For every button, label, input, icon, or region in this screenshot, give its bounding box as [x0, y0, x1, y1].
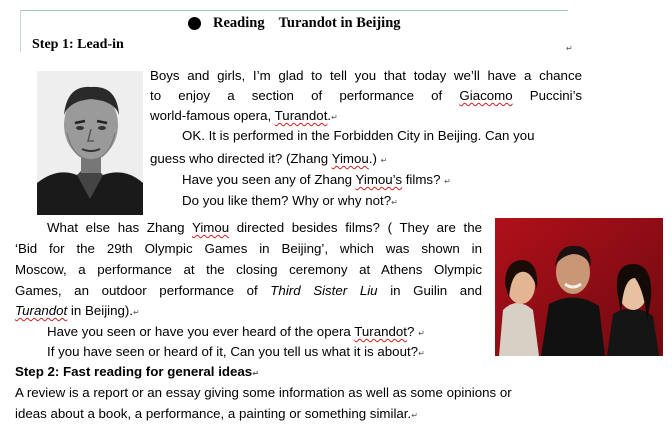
- spell-flagged-word: Yimou: [331, 151, 369, 166]
- paragraph-mark-icon: ↵: [566, 44, 573, 53]
- spell-flagged-word: Yimou’s: [355, 172, 403, 187]
- italic-title: Third Sister Liu: [270, 283, 378, 298]
- para3-line5: [15, 302, 140, 322]
- spell-flagged-word: Turandot: [15, 303, 68, 318]
- para3-line4: [15, 282, 482, 300]
- text-run: ideas about a book, a performance, a painting or something similar.: [15, 406, 412, 421]
- paragraph-mark-icon: ↵: [411, 411, 418, 420]
- text-run: Do you like them? Why or why not?: [182, 193, 392, 208]
- paragraph-mark-icon: ↵: [133, 308, 140, 317]
- text-run: films?: [402, 172, 441, 187]
- text-run: Have you seen or have you ever heard of the opera: [47, 324, 355, 339]
- para2-line4: [182, 192, 398, 212]
- margin-rule: [20, 10, 21, 52]
- cast-group-photo: [495, 218, 663, 356]
- director-portrait-photo: [37, 71, 143, 215]
- text-run: Step 2: Fast reading for general ideas: [15, 364, 253, 379]
- text-run: ?: [407, 324, 415, 339]
- para1-line2: [150, 87, 582, 105]
- paragraph-mark-icon: ↵: [252, 369, 259, 378]
- paragraph-mark-icon: ↵: [444, 177, 451, 186]
- text-run: to enjoy a section of performance of: [150, 88, 460, 103]
- para1-line3: [150, 107, 338, 127]
- text-run: directed besides films? ( They are the: [229, 220, 483, 235]
- step2-line2: [15, 405, 418, 425]
- page-title: [188, 14, 401, 32]
- spell-flagged-word: Turandot: [354, 324, 407, 339]
- bullet-icon: [188, 17, 201, 30]
- text-run: guess who directed it? (Zhang: [150, 151, 332, 166]
- paragraph-mark-icon: ↵: [331, 113, 338, 122]
- para2-line3: [182, 171, 451, 191]
- para1-line1: Boys and girls, I’m glad to tell you that today we’ll have a chance: [150, 68, 582, 83]
- para3-line3: Moscow, a performance at the closing ceremony at Athens Olympic: [15, 262, 482, 277]
- para3-line2: ‘Bid for the 29th Olympic Games in Beijing’, which was shown in: [15, 241, 482, 256]
- step2-line1: A review is a report or an essay giving some information as well as some opinions or: [15, 385, 512, 400]
- para4-line1: [47, 323, 425, 343]
- text-run: world-famous opera,: [150, 108, 275, 123]
- step1-heading: Step 1: Lead-in: [32, 37, 124, 52]
- para3-line1: [47, 219, 482, 237]
- text-run: Games, an outdoor performance of: [15, 283, 271, 298]
- spell-flagged-word: Yimou: [191, 220, 230, 235]
- para2-line2: [150, 150, 387, 170]
- title-topic: Turandot in Beijing: [278, 14, 401, 31]
- paragraph-mark-icon: ↵: [391, 198, 398, 207]
- text-run: If you have seen or heard of it, Can you tell us what it is about?: [47, 344, 419, 359]
- step2-heading: [15, 363, 259, 383]
- text-run: Have you seen any of Zhang: [182, 172, 356, 187]
- para4-line2: [47, 343, 425, 363]
- text-run: What else has Zhang: [47, 220, 192, 235]
- spell-flagged-word: Turandot: [274, 108, 328, 123]
- paragraph-mark-icon: ↵: [418, 349, 425, 358]
- text-run: Puccini’s: [512, 88, 583, 103]
- text-run: in Beijing).: [67, 303, 134, 318]
- spell-flagged-word: Giacomo: [459, 88, 513, 103]
- text-run: in Guilin and: [377, 283, 482, 298]
- text-run: .: [327, 108, 332, 123]
- title-reading: Reading: [213, 14, 265, 31]
- paragraph-mark-icon: ↵: [418, 329, 425, 338]
- paragraph-mark-icon: ↵: [380, 156, 388, 165]
- text-run: .): [368, 151, 377, 166]
- header-rule: [20, 10, 568, 11]
- para2-line1: OK. It is performed in the Forbidden City in Beijing. Can you: [182, 128, 535, 143]
